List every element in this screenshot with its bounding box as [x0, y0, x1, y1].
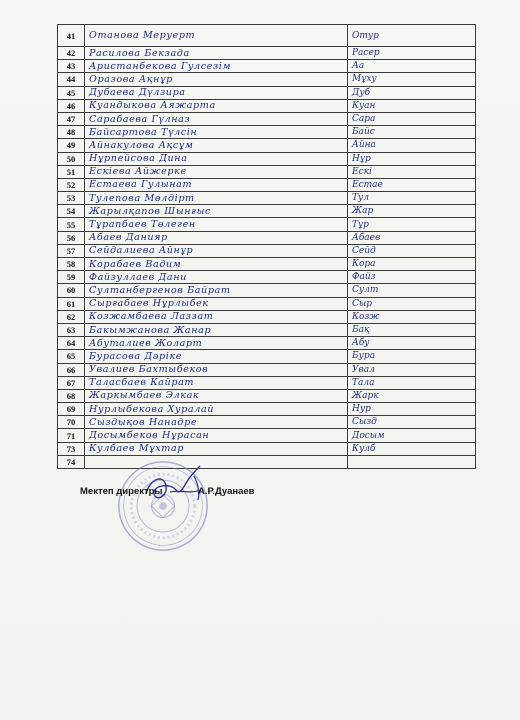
- row-number: 42: [58, 47, 85, 60]
- table-row: [58, 337, 476, 350]
- row-number: 53: [58, 192, 85, 205]
- student-name: Бакымжанова Жанар: [85, 323, 348, 336]
- table-row: [58, 25, 476, 47]
- student-signature: Абу: [348, 337, 476, 350]
- student-signature: Айна: [348, 139, 476, 152]
- row-number: 47: [58, 112, 85, 125]
- student-name: Абуталиев Жоларт: [85, 337, 348, 350]
- student-name: Сарабаева Гүлназ: [85, 112, 348, 125]
- director-label: Мектеп директры: [80, 486, 163, 497]
- row-number: 48: [58, 126, 85, 139]
- row-number: 56: [58, 231, 85, 244]
- row-number: 66: [58, 363, 85, 376]
- row-number: 43: [58, 60, 85, 73]
- row-number: 65: [58, 350, 85, 363]
- student-signature: Козж: [348, 310, 476, 323]
- student-name: Байсартова Түлсін: [85, 126, 348, 139]
- table-row: [58, 86, 476, 99]
- row-number: 70: [58, 416, 85, 429]
- student-name: Оразова Ақнұр: [85, 73, 348, 86]
- row-number: 60: [58, 284, 85, 297]
- student-name: Жарылқапов Шынғыс: [85, 205, 348, 218]
- student-name: Нурлыбекова Хуралай: [85, 403, 348, 416]
- row-number: 62: [58, 310, 85, 323]
- table-row: [58, 126, 476, 139]
- student-signature: Тұр: [348, 218, 476, 231]
- student-signature: Отур: [348, 25, 476, 47]
- row-number: 69: [58, 403, 85, 416]
- row-number: 54: [58, 205, 85, 218]
- student-signature: Сара: [348, 112, 476, 125]
- student-signature: [348, 455, 476, 468]
- table-row: [58, 112, 476, 125]
- student-name: Айнакулова Ақсұм: [85, 139, 348, 152]
- row-number: 50: [58, 152, 85, 165]
- student-name: Дубаева Дүлзира: [85, 86, 348, 99]
- student-signature: Сызд: [348, 416, 476, 429]
- row-number: 74: [58, 455, 85, 468]
- table-row: [58, 416, 476, 429]
- table-row: [58, 231, 476, 244]
- student-name: Султанбергенов Байрат: [85, 284, 348, 297]
- row-number: 57: [58, 244, 85, 257]
- table-row: [58, 205, 476, 218]
- student-name: Таласбаев Кайрат: [85, 376, 348, 389]
- table-row: [58, 218, 476, 231]
- student-signature: Абаев: [348, 231, 476, 244]
- student-name: Сейдалиева Айнұр: [85, 244, 348, 257]
- student-name: Бурасова Дәріке: [85, 350, 348, 363]
- table-row: [58, 244, 476, 257]
- student-signature: Сейд: [348, 244, 476, 257]
- student-signature: Кулб: [348, 442, 476, 455]
- row-number: 51: [58, 165, 85, 178]
- student-signature: Султ: [348, 284, 476, 297]
- student-signature: Тул: [348, 192, 476, 205]
- student-name: Тұрапбаев Төлеген: [85, 218, 348, 231]
- student-signature: Расер: [348, 47, 476, 60]
- table-row: [58, 60, 476, 73]
- student-signature: Увал: [348, 363, 476, 376]
- table-row: [58, 323, 476, 336]
- table-row: [58, 403, 476, 416]
- row-number: 67: [58, 376, 85, 389]
- student-signature: Мұху: [348, 73, 476, 86]
- student-signature: Бура: [348, 350, 476, 363]
- student-name: Корабаев Вадим: [85, 258, 348, 271]
- row-number: 49: [58, 139, 85, 152]
- table-row: [58, 363, 476, 376]
- student-name: Сыздықов Нанадре: [85, 416, 348, 429]
- student-name: Ескіева Айжерке: [85, 165, 348, 178]
- table-row: [58, 47, 476, 60]
- student-signature: Нұр: [348, 152, 476, 165]
- table-row: [58, 429, 476, 442]
- student-name: Козжамбаева Лаззат: [85, 310, 348, 323]
- table-row: [58, 165, 476, 178]
- student-signature: Ескі: [348, 165, 476, 178]
- table-row: [58, 284, 476, 297]
- row-number: 59: [58, 271, 85, 284]
- table-row: [58, 258, 476, 271]
- row-number: 55: [58, 218, 85, 231]
- student-name: Расилова Бекзада: [85, 47, 348, 60]
- student-name: Файзуллаев Дани: [85, 271, 348, 284]
- row-number: 63: [58, 323, 85, 336]
- row-number: 68: [58, 389, 85, 402]
- table-row: [58, 297, 476, 310]
- table-row: [58, 442, 476, 455]
- row-number: 61: [58, 297, 85, 310]
- director-signature: [140, 460, 220, 510]
- student-name: Увалиев Бахтыбеков: [85, 363, 348, 376]
- student-name: Абаев Данияр: [85, 231, 348, 244]
- student-name: Аристанбекова Гулсезім: [85, 60, 348, 73]
- row-number: 52: [58, 178, 85, 191]
- table-row: [58, 271, 476, 284]
- table-row: [58, 310, 476, 323]
- row-number: 64: [58, 337, 85, 350]
- row-number: 46: [58, 99, 85, 112]
- student-list-table: [57, 24, 476, 469]
- student-signature: Аа: [348, 60, 476, 73]
- student-name: Тулепова Мөлдірт: [85, 192, 348, 205]
- student-signature: Байс: [348, 126, 476, 139]
- row-number: 58: [58, 258, 85, 271]
- student-name: Сырғабаев Нұрлыбек: [85, 297, 348, 310]
- student-signature: Нур: [348, 403, 476, 416]
- student-signature: Файз: [348, 271, 476, 284]
- row-number: 45: [58, 86, 85, 99]
- student-name: Досымбеков Нұрасан: [85, 429, 348, 442]
- director-name: А.Р.Дуанаев: [198, 486, 255, 497]
- table-row: [58, 350, 476, 363]
- row-number: 44: [58, 73, 85, 86]
- student-signature: Дуб: [348, 86, 476, 99]
- table-row: [58, 389, 476, 402]
- table-row: [58, 192, 476, 205]
- student-signature: Жар: [348, 205, 476, 218]
- student-signature: Жарк: [348, 389, 476, 402]
- student-signature: Сыр: [348, 297, 476, 310]
- student-name: Отанова Меруерт: [85, 25, 348, 47]
- student-signature: Досым: [348, 429, 476, 442]
- table-row: [58, 376, 476, 389]
- student-name: Естаева Гулынат: [85, 178, 348, 191]
- row-number: 71: [58, 429, 85, 442]
- table-row: [58, 152, 476, 165]
- row-number: 41: [58, 25, 85, 47]
- student-signature: Тала: [348, 376, 476, 389]
- student-name: Кулбаев Мұхтар: [85, 442, 348, 455]
- student-signature: Естае: [348, 178, 476, 191]
- student-name: Куандыкова Аяжарта: [85, 99, 348, 112]
- student-signature: Бақ: [348, 323, 476, 336]
- student-name: Нұрпейсова Дина: [85, 152, 348, 165]
- student-list-body: [58, 25, 476, 469]
- row-number: 73: [58, 442, 85, 455]
- student-signature: Кора: [348, 258, 476, 271]
- table-row: [58, 99, 476, 112]
- table-row: [58, 139, 476, 152]
- table-row: [58, 73, 476, 86]
- table-row: [58, 178, 476, 191]
- student-name: Жаркымбаев Элкак: [85, 389, 348, 402]
- student-signature: Куан: [348, 99, 476, 112]
